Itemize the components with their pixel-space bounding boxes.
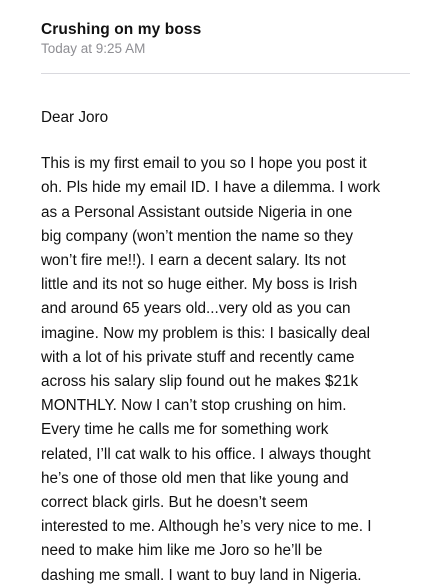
body-line: oh. Pls hide my email ID. I have a dilemma. I work	[41, 179, 381, 197]
email-timestamp: Today at 9:25 AM	[41, 41, 146, 56]
body-line: he’s one of those old men that like young and	[41, 469, 349, 487]
body-line: correct black girls. But he doesn’t seem	[41, 494, 308, 512]
body-line: and around 65 years old...very old as you can	[41, 300, 351, 318]
email-body	[41, 106, 413, 588]
body-line: imagine. Now my problem is this: I basically deal	[41, 324, 371, 342]
body-line: little and its not so huge either. My boss is Irish	[41, 276, 358, 294]
body-line: dashing me small. I want to buy land in Nigeria.	[41, 566, 362, 584]
body-line: need to make him like me Joro so he’ll be	[41, 542, 323, 560]
body-line: as a Personal Assistant outside Nigeria in one	[41, 203, 353, 221]
email-header	[41, 20, 444, 57]
email-greeting: Dear Joro	[41, 109, 109, 126]
body-line: interested to me. Although he’s very nice to me. I	[41, 518, 372, 536]
body-line: This is my first email to you so I hope you post it	[41, 155, 367, 173]
body-line: won’t fire me!!). I earn a decent salary. Its not	[41, 252, 346, 270]
email-paragraph	[41, 152, 413, 588]
body-line: across his salary slip found out he makes $21k	[41, 373, 359, 391]
email-subject: Crushing on my boss	[41, 21, 202, 38]
body-line: with a lot of his private stuff and recently came	[41, 348, 355, 366]
body-line: related, I’ll cat walk to his office. I always thought	[41, 445, 371, 463]
body-line: Every time he calls me for something work	[41, 421, 329, 439]
header-divider	[41, 73, 410, 74]
body-line: MONTHLY. Now I can’t stop crushing on him.	[41, 397, 347, 415]
body-line: big company (won’t mention the name so they	[41, 227, 354, 245]
